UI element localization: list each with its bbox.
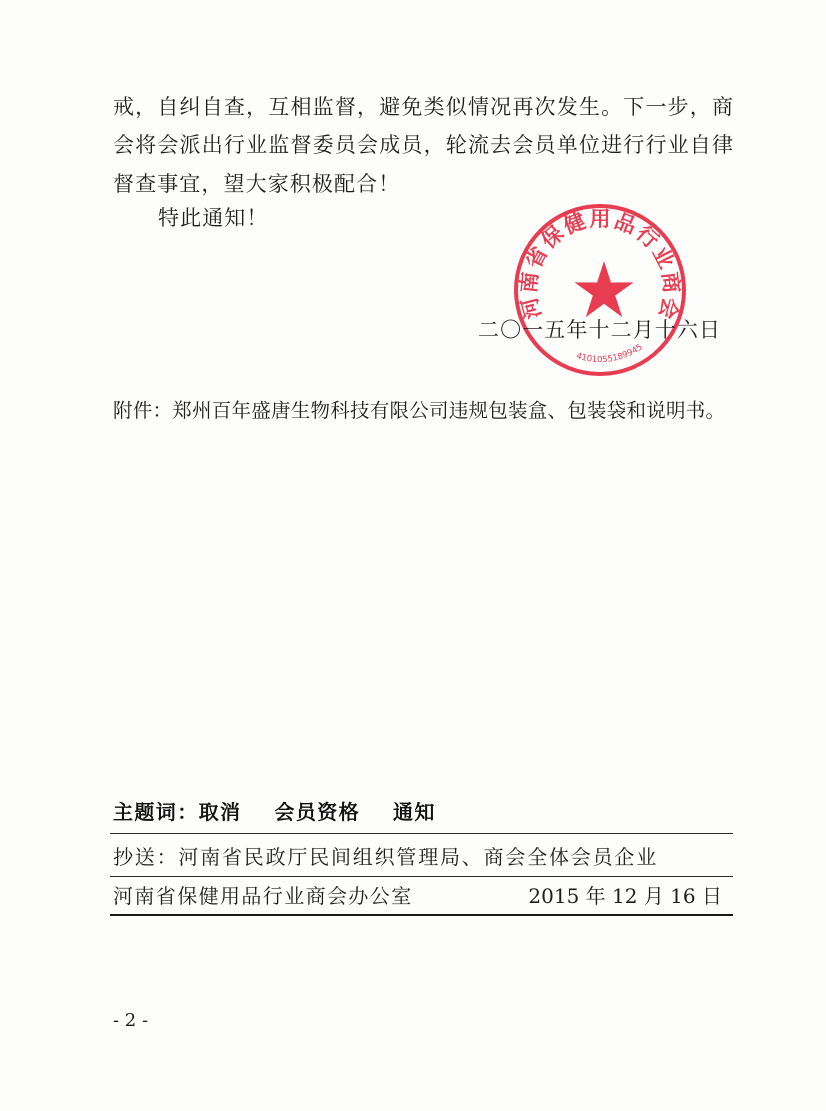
- subject-term: 通知: [393, 800, 436, 824]
- body-line-2: 会将会派出行业监督委员会成员，轮流去会员单位进行行业自律: [113, 133, 733, 157]
- seal-code-text: 4101055189945: [574, 342, 645, 366]
- subject-keywords: [113, 800, 436, 824]
- divider-rule: [110, 833, 733, 834]
- subject-term: 取消: [198, 800, 242, 824]
- subject-label: 主题词：: [113, 800, 199, 824]
- subject-term: 会员资格: [274, 800, 361, 824]
- issuer-name: 河南省保健用品行业商会办公室: [113, 884, 413, 908]
- body-line-1: 戒，自纠自查，互相监督，避免类似情况再次发生。下一步，商: [113, 95, 733, 119]
- seal-org-text: 河南省保健用品行业商会: [516, 206, 684, 322]
- attachment-note: 附件：郑州百年盛唐生物科技有限公司违规包装盒、包装袋和说明书。: [113, 399, 725, 422]
- official-seal: [510, 200, 690, 380]
- closing-line: 特此通知！: [158, 206, 269, 230]
- issue-date: 2015 年 12 月 16 日: [528, 884, 722, 908]
- body-line-3: 督查事宜，望大家积极配合！: [113, 172, 401, 196]
- divider-rule: [110, 876, 733, 877]
- signing-date: 二〇一五年十二月十六日: [478, 318, 720, 342]
- cc-recipients: 抄送：河南省民政厅民间组织管理局、商会全体会员企业: [113, 845, 658, 869]
- divider-rule-bottom: [110, 914, 733, 916]
- issuer-row: [113, 884, 722, 908]
- seal-star-icon: [575, 261, 634, 317]
- page-number: - 2 -: [113, 1010, 149, 1031]
